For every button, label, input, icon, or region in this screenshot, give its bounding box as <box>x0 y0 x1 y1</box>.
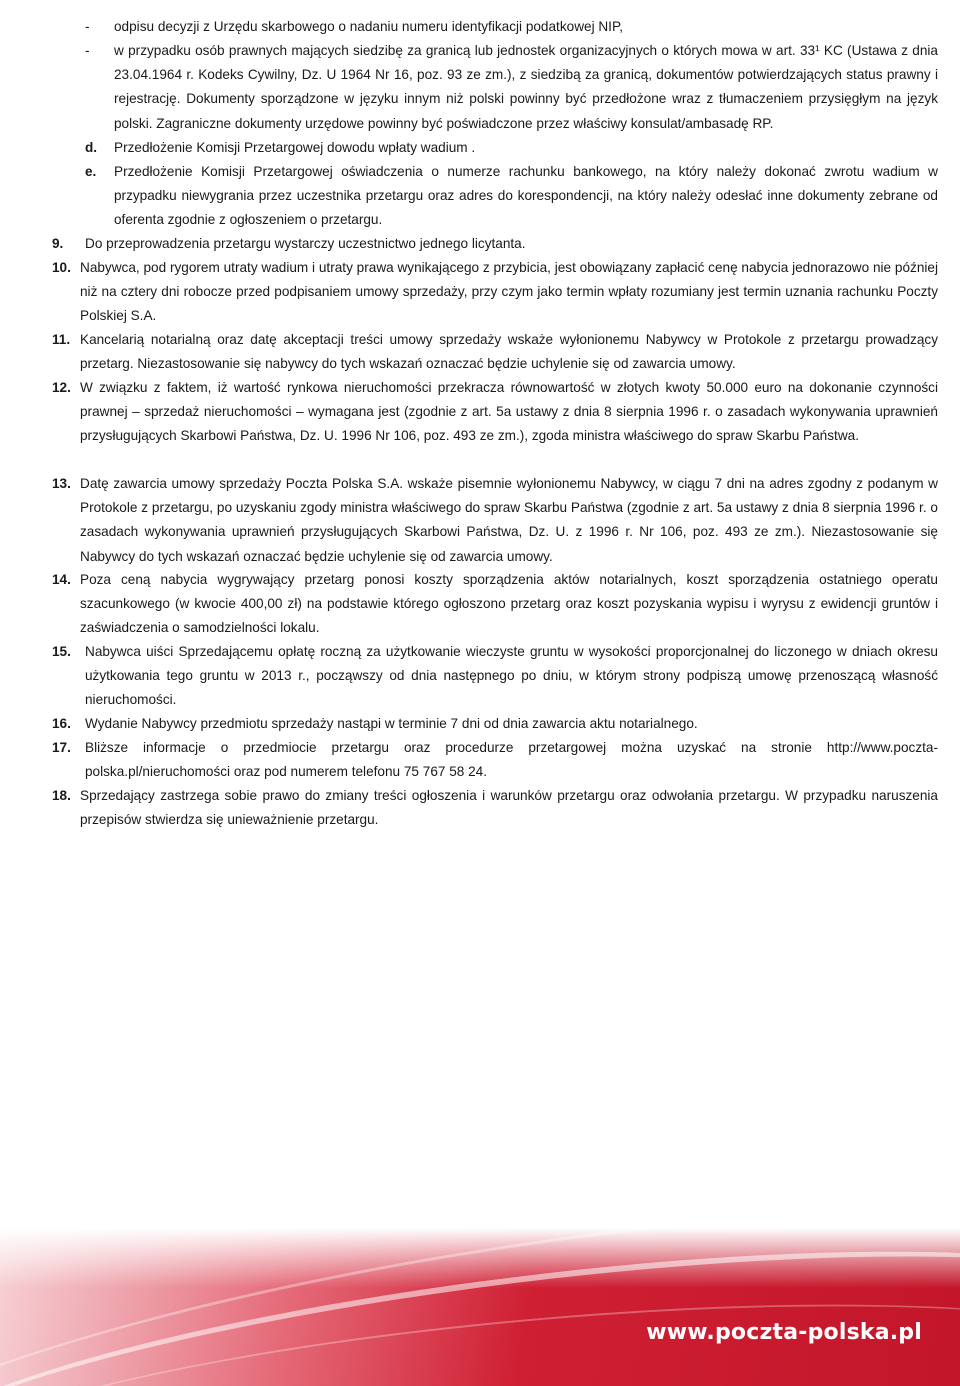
item-text: Datę zawarcia umowy sprzedaży Poczta Polska S.A. wskaże pisemnie wyłonionemu Nabywcy, w ciągu 7 dni na adres zgodny z podanym w Protokole z przetargu, po uzyskaniu zgody ministra właściwego do spraw Skarbu Państwa (zgodnie z art. 5a ustawy z dnia 8 sierpnia 1996 r. o zasadach wykonywania uprawnień przysługujących Skarbowi Państwa, Dz. U. z 1996 r. Nr 106, poz. 493 ze zm.). Niezastosowanie się Nabywcy do tych wskazań oznaczać będzie uchylenie się od zawarcia umowy. <box>80 476 938 564</box>
item-text: W związku z faktem, iż wartość rynkowa nieruchomości przekracza równowartość w złotych kwoty 50.000 euro na dokonanie czynności prawnej – sprzedaż nieruchomości – wymagana jest (zgodnie z art. 5a ustawy z dnia 8 sierpnia 1996 r. o zasadach wykonywania uprawnień przysługujących Skarbowi Państwa, Dz. U. 1996 Nr 106, poz. 493 ze zm.), zgoda ministra właściwego do spraw Skarbu Państwa. <box>80 380 938 444</box>
item-number: 16. <box>52 716 71 731</box>
footer-site-url[interactable]: www.poczta-polska.pl <box>646 1320 922 1345</box>
item-text: Przedłożenie Komisji Przetargowej oświadczenia o numerze rachunku bankowego, na który należy dokonać zwrotu wadium w przypadku niewygrania przez uczestnika przetargu oraz adres do korespondencji, na który należy odesłać inne dokumenty zebrane od oferenta zgodnie z ogłoszeniem o przetargu. <box>114 164 938 228</box>
item-text: Sprzedający zastrzega sobie prawo do zmiany treści ogłoszenia i warunków przetargu oraz odwołania przetargu. W przypadku naruszenia przepisów stwierdza się unieważnienie przetargu. <box>80 788 938 828</box>
item-marker: - <box>85 43 90 58</box>
item-marker: - <box>85 19 90 34</box>
item-marker: d. <box>85 140 98 155</box>
item-text: Wydanie Nabywcy przedmiotu sprzedaży nastąpi w terminie 7 dni od dnia zawarcia aktu notarialnego. <box>85 716 698 731</box>
item-number: 12. <box>52 380 71 395</box>
item-marker: e. <box>85 164 97 179</box>
item-text: Do przeprowadzenia przetargu wystarczy uczestnictwo jednego licytanta. <box>85 236 526 251</box>
item-number: 17. <box>52 740 71 755</box>
item-number: 10. <box>52 260 71 275</box>
item-number: 15. <box>52 644 71 659</box>
item-text: w przypadku osób prawnych mających siedzibę za granicą lub jednostek organizacyjnych o których mowa w art. 33¹ KC (Ustawa z dnia 23.04.1964 r. Kodeks Cywilny, Dz. U 1964 Nr 16, poz. 93 ze zm.), z siedzibą za granicą, dokumentów potwierdzających status prawny i rejestrację. Dokumenty sporządzone w języku innym niż polski powinny być przedłożone wraz z tłumaczeniem przysięgłym na język polski. Zagraniczne dokumenty urzędowe powinny być poświadczone przez właściwy konsulat/ambasadę RP. <box>114 43 938 131</box>
item-text: Kancelarią notarialną oraz datę akceptacji treści umowy sprzedaży wskaże wyłonionemu Nabywcy w Protokole z przetargu prowadzący przetarg. Niezastosowanie się nabywcy do tych wskazań oznaczać będzie uchylenie się od zawarcia umowy. <box>80 332 938 372</box>
item-text: odpisu decyzji z Urzędu skarbowego o nadaniu numeru identyfikacji podatkowej NIP, <box>114 19 624 34</box>
item-text: Bliższe informacje o przedmiocie przetargu oraz procedurze przetargowej można uzyskać na stronie http://www.poczta-polska.pl/nieruchomości oraz pod numerem telefonu 75 767 58 24. <box>85 740 938 780</box>
item-number: 14. <box>52 572 71 587</box>
item-number: 11. <box>52 332 71 347</box>
item-number: 18. <box>52 788 71 803</box>
item-text: Przedłożenie Komisji Przetargowej dowodu wpłaty wadium . <box>114 140 476 155</box>
item-text: Poza ceną nabycia wygrywający przetarg ponosi koszty sporządzenia aktów notarialnych, koszt sporządzenia ostatniego operatu szacunkowego (w kwocie 400,00 zł) na podstawie którego ogłoszono przetarg oraz koszt pozyskania wypisu i wyrysu z ewidencji gruntów i zaświadczenia o samodzielności lokalu. <box>80 572 938 636</box>
footer-fade <box>0 1228 960 1288</box>
item-text: Nabywca, pod rygorem utraty wadium i utraty prawa wynikającego z przybicia, jest obowiązany zapłacić cenę nabycia jednorazowo nie później niż na cztery dni robocze przed podpisaniem umowy sprzedaży, przy czym jako termin wpłaty rozumiany jest termin uznania rachunku Poczty Polskiej S.A. <box>80 260 938 324</box>
item-number: 9. <box>52 236 64 251</box>
item-text: Nabywca uiści Sprzedającemu opłatę roczną za użytkowanie wieczyste gruntu w wysokości proporcjonalnej do liczonego w dniach okresu użytkowania tego gruntu w 2013 r., począwszy od dnia następnego po dniu, w którym strony podpiszą umowę przenoszącą własność nieruchomości. <box>85 644 938 708</box>
item-number: 13. <box>52 476 71 491</box>
